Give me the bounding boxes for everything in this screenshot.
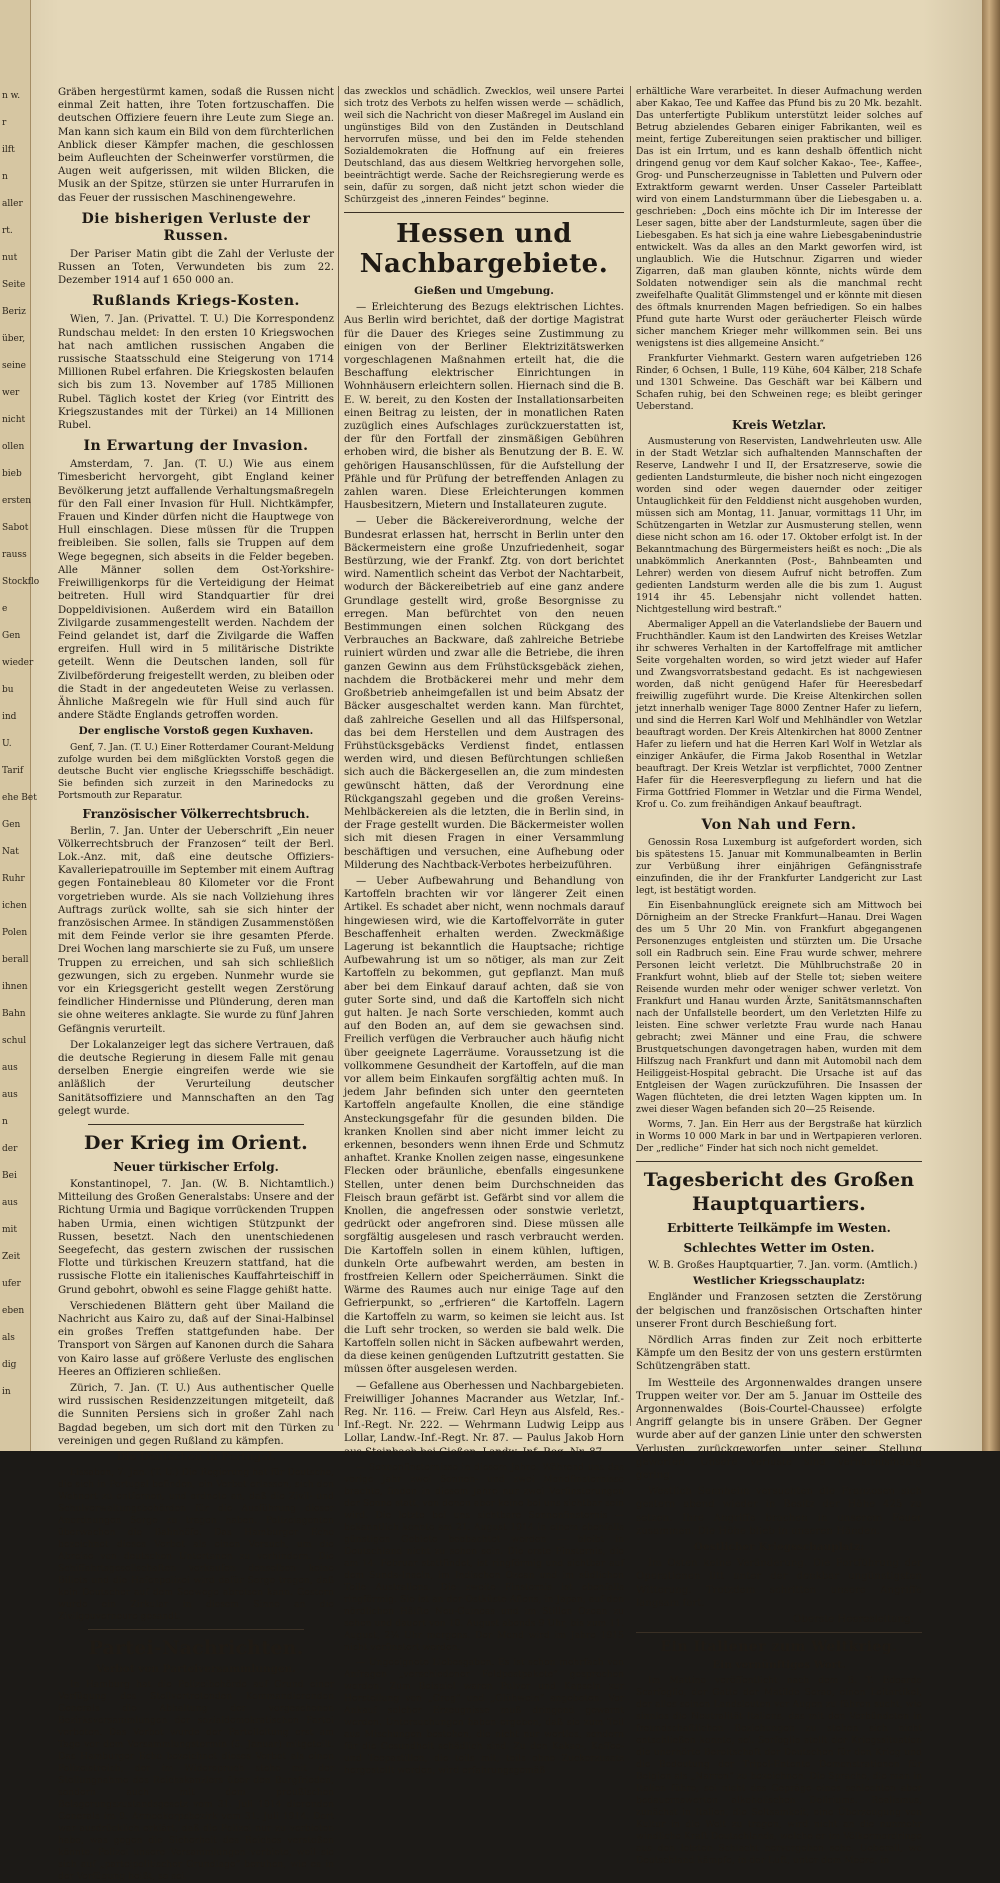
headline-nah-und-fern: Von Nah und Fern. [701, 817, 857, 833]
divider [636, 1161, 922, 1162]
edge-fragment: aller [2, 199, 23, 209]
edge-fragment: aus [2, 1090, 18, 1100]
article-text: — Ueber Aufbewahrung und Behandlung von Kartoffeln brachten wir vor längerer Zeit einen Artikel. Es schadet aber nicht, wenn nochmals darauf hingewiesen wird, wie die Kartoffelvorräte in guter Beschaffenheit erhalten werden. Zweckmäßige Lagerung ist bekanntlich die Hauptsache; richtige Aufbewahrung ist um so nötiger, als man zur Zeit Kartoffeln zu bekommen, gut gepflanzt. Man muß aber bei dem Einkauf darauf achten, daß sie von guter Sorte sind, und daß die Kartoffeln sich nicht gut halten. Je nach Sorte verschieden, kommt auch auf den Boden an, auf dem sie gewachsen sind. Freilich verfügen die Verbraucher auch häufig nicht über geeignete Lagerräume. Voraussetzung ist die vollkommene Gesundheit der Kartoffeln, auf die man vor allem beim Einkaufen sorgfältig achten muß. In jedem Jahr befinden sich unter den geernteten Kartoffeln angefaulte Knollen, die eine ständige Ansteckungsgefahr für die gesunden bilden. Die kranken Knollen sind aber nicht immer leicht zu erkennen, besonders wenn ihnen Erde und Schmutz anhaftet. Kranke Knollen zeigen nasse, eingesunkene Flecken oder bräunliche, ebenfalls eingesunkene Stellen, unter denen beim Durchschneiden das Fleisch braun gefärbt ist. Gefärbt sind vor allem die Knollen, die angefressen oder sonstwie verletzt, gedrückt oder angefroren sind. Diese müssen alle sorgfältig ausgelesen und rasch verbraucht werden. Die Kartoffeln sollen in einem kühlen, luftigen, dunkeln Orte aufbewahrt werden, am besten in frostfreien Kellern oder Speicherräumen. Sinkt die Wärme des Raumes auch nur einige Tage auf den Gefrierpunkt, so „erfrieren“ die Kartoffeln. Lagern die Kartoffeln zu warm, so keimen sie leicht aus. Ist die Luft sehr trocken, so werden sie bald welk. Die Kartoffeln sollen nicht in Säcken aufbewahrt werden, da diese keinen genügenden Luftzutritt gestatten. Sie müssen öfter ausgelesen werden. [344, 875, 624, 1376]
edge-fragment: Seite [2, 280, 26, 290]
column-3 [636, 86, 922, 1867]
edge-fragment: aus [2, 1063, 18, 1073]
edge-fragment: Stockflo [2, 577, 40, 587]
headline-tagesbericht: Tagesbericht des Großen Hauptquartiers. [643, 1169, 915, 1215]
article-text: — Erleichterung des Bezugs elektrischen Lichtes. Aus Berlin wird berichtet, daß der dortige Magistrat für die Dauer des Krieges seine Zustimmung zu einigen von der Berliner Elektrizitätswerken vorgeschlagenen Maßnahmen erteilt hat, die die Beschaffung elektrischer Einrichtungen in Wohnhäusern erleichtern sollen. Hiernach sind die B. E. W. bereit, zu den Kosten der Installationsarbeiten einen Beitrag zu leisten, der in monatlichen Raten zuzüglich eines Aufschlages zurückzuerstatten ist, der für den Fortfall der zinsmäßigen Gebühren erhoben wird, die bisher als Benutzung der B. E. W. gehörigen Hausanschlüssen, für die Aufstellung der Pfähle und für Prüfung der betreffenden Anlagen zu zahlen waren. Diese Erleichterungen kommen Hausbesitzern, Mietern und Installateuren zugute. [344, 302, 624, 512]
article-text: Der Pariser Matin gibt die Zahl der Verluste der Russen an Toten, Verwundeten bis zum 22. Dezember 1914 auf 1 650 000 an. [58, 248, 334, 287]
edge-fragment: Ruhr [2, 874, 25, 884]
headline-orient: Der Krieg im Orient. [84, 1132, 308, 1154]
column-2 [344, 86, 624, 1776]
article-text: Nördlich Arras finden zur Zeit noch erbitterte Kämpfe um den Besitz der von uns gestern erstürmten Schützengräben statt. [636, 1335, 922, 1373]
edge-fragment: rt. [2, 226, 13, 236]
headline-voelkerrecht: Französischer Völkerrechtsbruch. [82, 806, 310, 821]
subheadline-assembly-ban: Verbot von Parteiversammlungen. [96, 1663, 296, 1676]
headline-italiener: Ein Italiener zum Weltkrieg. [660, 1639, 898, 1656]
article-text: Zürich, 7. Jan. (T. U.) Aus authentischer Quelle wird russischen Residenzzeitungen mitgeteilt, daß die Sunniten Persiens sich in großer Zahl nach Bagdad begeben, um sich dort mit den Türken zu vereinigen und gegen Rußland zu kämpfen. [58, 1383, 334, 1447]
article-text: Amsterdam, 7. Jan. (T. U.) Wie aus einem Timesbericht hervorgeht, gibt England keiner Bevölkerung jetzt auffallende Verhaltungsmaßregeln für den Fall einer Invasion für Hull. Nichtkämpfer, Frauen und Kinder dürfen nicht die Hauptwege von Hull einschlagen. Diese müssen für die Truppen freibleiben. Sie sollen, falls sie Truppen auf dem Wege begegnen, sich abseits in die Felder begeben. Alle Männer sollen dem Ost-Yorkshire-Freiwilligenkorps für die Verteidigung der Heimat beitreten. Hull wird Standquartier für drei Doppeldivisionen. Außerdem wird ein Bataillon Zivilgarde zusammengestellt werden. Nachdem der Feind gelandet ist, darf die Zivilgarde die Waffen ergreifen. Hull wird in 5 militärische Distrikte geteilt. Wenn die Deutschen landen, soll für Zivilbeförderung freigestellt werden, zu bleiben oder die Stadt in der angedeuteten Weise zu verlassen. Ähnliche Maßregeln wie für Hull sind auch für andere Städte Englands getroffen worden. [58, 459, 334, 722]
edge-fragment: aus [2, 1198, 18, 1208]
edge-fragment: mit [2, 1225, 18, 1235]
edge-fragment: wer [2, 388, 20, 398]
edge-fragment: Nat [2, 847, 19, 857]
subsection-giessen: Gießen und Umgebung. [414, 285, 554, 297]
edge-fragment: Gen [2, 631, 21, 641]
edge-fragment: über, [2, 334, 26, 344]
edge-fragment: Polen [2, 928, 28, 938]
headline-portugal: Die Deutschen in Portugal. [116, 1451, 276, 1464]
article-text: In Hamburg hat die Polizeibehörde auf Grund einer Verfügung des Stellvertretenden Kommandierenden Generals die Abhaltung der vorgesehenen Bezirksversammlungen der sozialdemokratischen Partei verboten. Das Verbot wurde der Parteileitung erst am Tage vor dem Versammlungstermin (5. Januar) mitgeteilt. Das Hamburger Echo bezeichnet dieses Verbot als einen Polizeistreich, der im Widerspruch stehe mit der Stellungnahme des Reichskanzlers über den Burgfrieden, sondern auch mit dem preußischen Belagerungszustandsgesetz vom 31. Juli 1914 dierenden Generals im 9. Armeekorpsbezirk vom 31. Juli 1914. Dort war ausdrücklich erklärt, daß die Polizei nur zu verbieten habe, was gegen die Sicherheit des Reiches verstoßen könnte. Polizei unsere Versammlungen verbiete, weil sie sich auf „parteipolitischer Grundlage“ beruhen, wie es in der Verfügung heißt, so sei. [58, 1679, 334, 1883]
column-rule [338, 86, 339, 1426]
article-continuation: erhältliche Ware verarbeitet. In dieser Aufmachung werden aber Kakao, Tee und Kaffee das Pfund bis zu 20 Mk. bezahlt. Das unterfertigte Publikum unterstützt leider solches auf Betrug abzielendes Gebaren einiger Fabrikanten, weil es meint, fertige Zubereitungen seien praktischer und billiger. Das ist ein Irrtum, und es kann deshalb öffentlich nicht dringend genug vor dem Kauf solcher Kakao-, Tee-, Kaffee-, Grog- und Punscherzeugnisse in Tabletten und Pulvern oder Extraktform gewarnt werden. Unser Casseler Parteiblatt wird von einem Landsturmmann über die Liebesgaben u. a. geschrieben: „Doch eins möchte ich Dir im Interesse der Leser sagen, bitte aber der Landsturmleute, sagen über die Liebesgaben. Es hat sich ja eine wahre Liebesgabenindustrie entwickelt. Was da alles an den Markt geworfen wird, ist unglaublich. Wie die Hutschnur. Zigarren und wieder Zigarren, daß man glauben könnte, nichts würde dem Soldaten notwendiger sein als die manchmal recht zweifelhafte Qualität Glimmstengel und er könnte mit diesen des öftmals knurrenden Magen befriedigen. So ein halbes Pfund gute harte Wurst oder geräucherter Fleisch würde sicher manchem Krieger mehr willkommen sein. Bei uns wenigstens ist dies allgemeine Ansicht.“ [636, 86, 922, 349]
article-text: Berlin, 7. Jan. Unter der Ueberschrift „Ein neuer Völkerrechtsbruch der Franzosen“ teilt der Berl. Lok.-Anz. mit, daß eine deutsche Offiziers-Kavalleriepatrouille im September mit einem Auftrag gegen Fontainebleau 80 Kilometer vor die Front vorgetrieben wurde. Als sie nach Vollziehung ihres Auftrags zurück wollte, sah sie sich hinter der französischen Armee. In ständigen Zusammenstößen mit dem Feinde verlor sie ihre gesamten Pferde. Drei Wochen lang marschierte sie zu Fuß, um unsere Truppen zu erreichen, und sah sich schließlich gezwungen, sich zu ergeben. Nunmehr wurde sie vor ein Kriegsgericht gestellt wegen Zerstörung feindlicher Hindernisse und Plünderung, deren man sie ohne weiteres anklagte. Sie wurde zu fünf Jahren Gefängnis verurteilt. [58, 825, 334, 1035]
divider [88, 1629, 304, 1630]
article-text: Der Lokalanzeiger legt das sichere Vertrauen, daß die deutsche Regierung in diesem Falle mit genau derselben Energie eingreifen werde wie sie anläßlich der Verurteilung deutscher Sanitätsoffiziere und Mannschaften an den Tag gelegt wurde. [58, 1039, 334, 1117]
label-western-front: Westlicher Kriegsschauplatz: [692, 1275, 866, 1288]
adjacent-page-edge [0, 0, 40, 1451]
column-rule [630, 86, 631, 1426]
edge-fragment: eben [2, 1306, 25, 1316]
edge-fragment: ihnen [2, 982, 28, 992]
edge-fragment: n [2, 1117, 8, 1127]
edge-fragment: als [2, 1333, 15, 1343]
article-text: Konstantinopel, 7. Jan. (W. B. Nichtamtlich.) Mitteilung des Großen Generalstabs: Unsere and der Richtung Urmia und Bagique vorrückenden Truppen haben Urmia, einen wichtigen Stützpunkt der Russen, besetzt. Nach den unentschiedenen Seegefecht, das gestern zwischen der russischen Flotte und türkischen Kreuzern stattfand, hat die russische Flotte ein italienisches Kauffahrteischiff in Grund gebohrt, obwohl es seine Flagge gehißt hatte. [58, 1179, 334, 1296]
article-text: Genossin Rosa Luxemburg ist aufgefordert worden, sich bis spätestens 15. Januar mit Kommunalbeamten in Berlin zur Verbüßung ihrer einjährigen Gefängnisstrafe einzufinden, die ihr der Frankfurter Landgericht zur Last legt, ist bestätigt worden. [636, 837, 922, 896]
divider [344, 212, 624, 213]
edge-fragment: Tarif [2, 766, 24, 776]
edge-fragment: der [2, 1144, 18, 1154]
headline-kreis-wetzlar: Kreis Wetzlar. [731, 418, 827, 432]
edge-fragment: Bei [2, 1171, 17, 1181]
edge-fragment: ichen [2, 901, 27, 911]
edge-fragment: r [2, 118, 7, 128]
article-text: Genf, 7. Jan. (T. U.) Einer Rotterdamer Courant-Meldung zufolge wurden bei dem mißglückten Vorstoß gegen die deutsche Bucht vier englische Kriegsschiffe beschädigt. Sie befinden sich zurzeit in den Marinedocks zu Portsmouth zur Reparatur. [58, 741, 334, 801]
article-text: Im Osten keine Veränderung. Die Fortführung der Operationen litt unter der denkbar ungünstigsten Witterung. Trotzdem schritten unsere Angriffe langsam fort. [636, 1558, 922, 1609]
headline-party-news: Partei-Nachrichten. [88, 1637, 304, 1660]
signature: Oberste Heeresleitung. [793, 1614, 914, 1626]
edge-fragment: Bahn [2, 1009, 26, 1019]
book-binding-edge [982, 0, 1000, 1451]
article-text: Im Westteile des Argonnenwaldes drangen unsere Truppen weiter vor. Der am 5. Januar im Ostteile des Argonnenwaldes (Bois-Courtel-Chaussee) erfolgte Angriff gelangte bis in unsere Gräben. Der Gegner wurde aber auf der ganzen Linie unter den schwersten Verlusten zurückgeworfen unter seiner Stellung geworfen. Unsere Verluste sind verhältnismäßig gering. [636, 1377, 922, 1482]
edge-fragment: in [2, 1387, 11, 1397]
edge-fragment: Sabot [2, 523, 29, 533]
article-text: W. B. Großes Hauptquartier, 7. Jan. vorm. (Amtlich.) [648, 1260, 918, 1271]
edge-fragment: nut [2, 253, 18, 263]
article-text: — Ueber die Bäckereiverordnung, welche der Bundesrat erlassen hat, herrscht in Berlin unter den Bäckermeistern eine große Unzufriedenheit, sogar Bestürzung, wie der Frankf. Ztg. von dort berichtet wird. Namentlich scheint das Verbot der Nachtarbeit, wodurch der Bäckereibetrieb auf eine ganz andere Grundlage gestellt wird, große Besorgnisse zu erregen. Man befürchtet von den neuen Bestimmungen einen solchen Rückgang des Verbrauches an Backware, daß zahlreiche Betriebe ruiniert würden und zwar alle die Betriebe, die ihren ganzen Gewinn aus dem Frühstücksgebäck ziehen, nachdem die Brotbäckerei mehr und mehr dem Großbetrieb anheimgefallen ist und beim Absatz der Bäcker ausgeschaltet werden kann. Man fürchtet, daß zahlreiche Gesellen und all das Hilfspersonal, das bei dem Herstellen und dem Austragen des Frühstücksgebäcks Verdienst findet, entlassen werden wird, und diesen Befürchtungen schließen sich auch die Bäckergesellen an, die zum mindesten gewünscht hätten, daß der Verordnung eine Rückgangszahl gegeben und die großen Vereins- Mehlbäckereien als die letzten, die in Berlin sind, in der Frage gestellt wurden. Die Bäckermeister wollen sich mit diesen Fragen in einer Versammlung beschäftigen und versuchen, eine Aufhebung oder Milderung des Nachtback-Verbotes herbeizuführen. [344, 516, 624, 871]
subheadline-turkish-success: Neuer türkischer Erfolg. [113, 1160, 279, 1174]
edge-fragment: ind [2, 712, 17, 722]
article-text: Wien, 7. Jan. (Privattel. T. U.) Die Korrespondenz Rundschau meldet: In den ersten 10 Kriegswochen hat nach amtlichen russischen Angaben die russische Staatsschuld eine Steigerung von 1714 Millionen Rubel erfahren. Die Kriegskosten belaufen sich bis zum 13. November auf 1785 Millionen Rubel. Täglich kostet der Krieg (vor Eintritt des Kriegszustandes mit der Türkei) an 14 Millionen Rubel. [58, 314, 334, 432]
edge-fragment: bu [2, 685, 14, 695]
headline-war-costs: Rußlands Kriegs-Kosten. [92, 293, 300, 310]
edge-fragment: rauss [2, 550, 27, 560]
article-text: Frankfurter Viehmarkt. Gestern waren aufgetrieben 126 Rinder, 6 Ochsen, 1 Bulle, 119 Kühe, 604 Kälber, 218 Schafe und 1301 Schweine. Das Geschäft war bei Kälbern und Schafen ruhig, bei den Schweinen rege; es bleibt geringer Ueberstand. [636, 353, 922, 412]
divider [88, 1124, 304, 1125]
divider [636, 1632, 922, 1633]
article-text: Engländer und Franzosen setzten die Zerstörung der belgischen und französischen Ortschaften hinter unserer Front durch Beschießung fort. [636, 1292, 922, 1330]
section-title-hessen: Hessen und Nachbargebiete. [359, 219, 609, 279]
edge-fragment: seine [2, 361, 26, 371]
edge-fragment: ufer [2, 1279, 21, 1289]
headline-kuxhaven: Der englische Vorstoß gegen Kuxhaven. [78, 725, 314, 738]
article-text: Abermaliger Appell an die Vaterlandsliebe der Bauern und Fruchthändler. Kaum ist den Landwirten des Kreises Wetzlar ihr schweres Verhalten in der Kartoffelfrage mit amtlicher Seite vorgehalten worden, so wird jetzt wieder auf Hafer und Zwangsvorratsbestand gedacht. Es ist nachgewiesen worden, daß nicht genügend Hafer für Heeresbedarf freiwillig zugeführt wurde. Die Kreise Altenkirchen sollen jetzt innerhalb weniger Tage 8000 Zentner Hafer zu liefern, und sind die Herren Karl Wolf und Mehlhändler von Wetzlar beauftragt worden. Der Kreis Altenkirchen hat 8000 Zentner Hafer zu liefern und hat die Herren Karl Wolf in Wetzlar als einziger Ankäufer, die Firma Jakob Rosenthal in Wetzlar beauftragt. Der Kreis Wetzlar ist verpflichtet, 7000 Zentner Hafer für die Heeresverpflegung zu liefern und hat die Firma Gottfried Flommer in Wetzlar und die Firma Wendel, Krof u. Co. zum freihändigen Ankauf beauftragt. [636, 619, 922, 810]
edge-fragment: dig [2, 1360, 17, 1370]
edge-fragment: wieder [2, 658, 34, 668]
edge-fragment: U. [2, 739, 12, 749]
article-text: Im Mattino veröffentlicht nach dem B. T. Edoardo Scarfoglio, der Gatte der Matilde Serao, einen Leitartikel, der alles seinen Landsleuten vor Augen zu führen sucht, wie sinnlos die Neutralität Italiens, das mit den Verbündeten in freundschaftlichen Beziehungen zu stehen sich nicht entschließen konnte, sei. Sorfoglio stellt der Kriegssituation die unerhörte Bereitschaft der Deutschen für den Krieg und die Bedeutung der Tripel-Entente Demonstrationen für Belgien als „Narren“ zu bezeichnen. Die Sprache, die man in Italien führe, sei nicht das Gepräge eines schlechten aber bedauernswerten alkoholischen Deliriums. Realismus, zunächst in Italien, die Seltsamkeit, eine Überzeugung von Kultur in die Welt zu tragen, wird nicht an die nunmehr windliche Kraft Deutschlands, welche er im Völkermordringe aus den letzten Schlacht hervorgehen sehe. Ueberall, wo Deutschland kämpfe, in der Luft, unter dem Meere, in [636, 1675, 922, 1867]
label-eastern-front: Oestlicher Kriegsschauplatz: [693, 1541, 865, 1554]
subheadline-east: Schlechtes Wetter im Osten. [683, 1241, 875, 1255]
subheadline-west: Erbitterte Teilkämpfe im Westen. [667, 1221, 891, 1235]
edge-fragment: Gen [2, 820, 21, 830]
article-continuation: das zwecklos und schädlich. Zwecklos, weil unsere Partei sich trotz des Verbots zu helfen wissen werde — schädlich, weil sich die Nachricht von dieser Maßregel im Ausland ein ungünstiges Bild von den Zuständen in Deutschland hervorrufen müsse, und bei den im Felde stehenden Sozialdemokraten die Hoffnung auf ein freieres Deutschland, das aus diesem Weltkrieg hervorgehen solle, beeinträchtigt werde. Sache der Reichsregierung werde es sein, dafür zu sorgen, daß nicht jetzt schon wieder die Schürzgeist des „inneren Feindes“ beginne. [344, 86, 624, 205]
subheadline-wort: Ein vernünftiges Wort. [712, 1659, 846, 1672]
headline-invasion: In Erwartung der Invasion. [83, 438, 309, 455]
article-text: Ausmusterung von Reservisten, Landwehrleuten usw. Alle in der Stadt Wetzlar sich aufhaltenden Mannschaften der Reserve, Landwehr I und II, der Ersatzreserve, sowie die gedienten Landsturmleute, die bisher noch nicht eingezogen worden sind oder wegen dauernder oder zeitiger Untauglichkeit für den Felddienst nicht ausgehoben wurden, müssen sich am Montag, 11. Januar, vormittags 11 Uhr, im Schützengarten in Wetzlar zur Ausmusterung stellen, wenn diese nicht schon am 16. oder 17. Oktober erfolgt ist. In der Bekanntmachung des Bürgermeisters heißt es noch: „Die als unabkömmlich Anerkannten (Post-, Bahnbeamten und Lehrer) werden von diesem Aufruf nicht betroffen. Zum gedienten Landsturm werden alle die bis zum 1. August 1914 ihr 45. Lebensjahr nicht vollendet hatten. Nichtgestellung wird bestraft.“ [636, 436, 922, 615]
article-text: — Sonnenfinsternisse in diesem Jahre. Während uns das vorige Jahr zwei Sonnen- und zwei Mondfinsternisse brachte, finden in diesem Jahre nur zwei Verfinsterungen der Sonne statt, von denen aber keine bei uns sichtbar sein wird. Die letzte bei uns sichtbare Sonnenfinsternis — bekanntlich konnte am 21. August 1914 in einem ebenfalls günstigen Gebiete beobachtet werden — bleibt in Deutschland nicht zu sehen sein. Die erste Finsternis, die am 14. Februar stattfindet, ist ringförmig und sichtbar auf dem Sunda-Inseln, im Indischen Ozean und im südlichen Teile Australiens. Die zweite Finsternis ist ebenfalls ringförmig. Sie ist an der Ostküste Afiens, in Japan, auf den nördlichen Hälfte Neu-Guineas und im Stillen Ozean zu sehen und dauert von 10. August abends 9 Uhr, bis zum 11. August, 2¾ Uhr morgens. Der Mond wird im Jahre 1915 nicht verfinstert werden. [344, 1461, 624, 1653]
edge-fragment: e [2, 604, 8, 614]
article-text: Lissabon, 7. Jan. (T. U.) Die Regierung hat für Deutsche, die sich in Portugal befinden, ein Verbot erlassen, sich den Wohnort zu entfernen, und ordnete an, daß die Zivil- und Schulverwaltungsbehörden für die Ausführung dieser Anordnungen Sorge zu tragen haben. Polizeiagenten überwachen die Bahnhöfe. Das Hamburger Echo bezeichnet dieses Verbot als einen Versuch, um die Abreise von deutschen Untertanen zu verhindern. Die Schiffahrtsgesellschaften verkaufen denselben keine Billets und die Hafenpolizei wird dafür Sorge tragen, daß kein Deutscher auf dem Seewege abreisen kann. Gestern wurde ein Zirkular in diesem Sinne an die Zivilgouverneure gesandt. [58, 1467, 334, 1623]
article-text: — Gefallene aus Oberhessen und Nachbargebieten. Freiwilliger Johannes Macrander aus Wetzlar, Inf.-Reg. Nr. 116. — Freiw. Carl Heyn aus Alsfeld, Res.-Inf.-Regt. Nr. 222. — Wehrmann Ludwig Leipp aus Lollar, Landw.-Inf.-Regt. Nr. 87. — Paulus Jakob Horn aus Steinbach bei Gießen, Landw.-Inf.-Reg. Nr. 87. [344, 1380, 624, 1458]
column-1 [58, 86, 334, 1883]
edge-fragment: ersten [2, 496, 31, 506]
edge-fragment: n w. [2, 91, 21, 101]
headline-russian-losses: Die bisherigen Verluste der Russen. [81, 210, 311, 244]
edge-fragment: Beriz [2, 307, 26, 317]
edge-fragment: n [2, 172, 8, 182]
article-text: Verschiedenen Blättern geht über Mailand die Nachricht aus Kairo zu, daß auf der Sinai-Halbinsel ein großes Treffen stattgefunden habe. Der Transport von Särgen auf Kanonen durch die Sahara von Kairo lasse auf größere Verluste des englischen Heeres an Offizieren schließen. [58, 1300, 334, 1378]
edge-fragment: berall [2, 955, 29, 965]
edge-fragment: schul [2, 1036, 27, 1046]
article-text: Ein Eisenbahnunglück ereignete sich am Mittwoch bei Dörnigheim an der Strecke Frankfurt—Hanau. Drei Wagen des um 5 Uhr 20 Min. von Frankfurt abgegangenen Personenzuges entgleisten und stürzten um. Die Ursache soll ein Radbruch sein. Eine Frau wurde schwer, mehrere Personen leicht verletzt. Die Mühlbruchstraße 20 in Frankfurt wohnt, blieb auf der Stelle tot; sieben weitere Reisende wurden mehr oder weniger schwer verletzt. Von Frankfurt und Hanau wurden Ärzte, Sanitätsmannschaften nach der Unfallstelle beordert, um den Verletzten Hilfe zu leisten. Eine schwer verletzte Frau wurde nach Hanau gebracht; zwei Männer und eine Frau, die schwere Brustquetschungen davongetragen haben, wurden mit dem Hilfszug nach Frankfurt und dann mit Automobil nach dem Heiliggeist-Hospital gebracht. Die Ursache ist auf das Entgleisen der Wagen zurückzuführen. Die Insassen der Wagen flüchteten, die drei letzten Wagen kippten um. In zwei dieser Wagen befanden sich 20—25 Reisende. [636, 900, 922, 1115]
article-text: Worms, 7. Jan. Ein Herr aus der Bergstraße hat kürzlich in Worms 10 000 Mark in bar und in Wertpapieren verloren. Der „redliche“ Finder hat sich noch nicht gemeldet. [636, 1119, 922, 1154]
article-text: — Ungeeignete Liebesgaben. Es ist schon mehrfach von Anfragen „verschiedener Feldpostpakete“ gesprochen worden. Zum Beispiel waren Pulver und Kapseln zur Herstellung von „Grog“ und „Glühwein“ angeboten. Vor Ankauf solcher Erzeugnisse muß dringend gewarnt werden. Untersuchungen haben ergeben, daß sie zum Teil aus Mischungen bestehen, die nicht nur wertlos, sondern für die Gesundheit schädlich sind. Zu den Kakao-, Kaffee- und Teepastillen, die teils mit, teils ohne Zuckerzusatz hergestellt werden, wird erfahrungsgemäß [344, 1656, 624, 1776]
article-text: Westlich Sennheim versuchten die Franzosen sich gestern abend wieder in Besitz der Höhe 425 zu setzen. Ihre Angriffe brachen in unserem Feuer zusammen. Die Höhe blieb in unseren Händen. [636, 1486, 922, 1537]
article-continuation: Gräben hergestürmt kamen, sodaß die Russen nicht einmal Zeit hatten, ihre Toten fortzuschaffen. Die deutschen Offiziere feuern ihre Leute zum Siege an. Man kann sich kaum ein Bild von dem fürchterlichen Anblick dieser Kämpfer machen, die geschlossen beim Aufleuchten der Scheinwerfer vorstürmen, die Augen weit aufgerissen, mit wilden Blicken, die Musik an der Spitze, stürzen sie unter Hurrarufen in das Feuer der russischen Maschinengewehre. [58, 87, 334, 204]
edge-fragment: ollen [2, 442, 25, 452]
edge-fragment: bieb [2, 469, 22, 479]
edge-fragment: nicht [2, 415, 26, 425]
edge-fragment: ehe Bet [2, 793, 37, 803]
edge-fragment: Zeit [2, 1252, 21, 1262]
edge-fragment: ilft [2, 145, 15, 155]
